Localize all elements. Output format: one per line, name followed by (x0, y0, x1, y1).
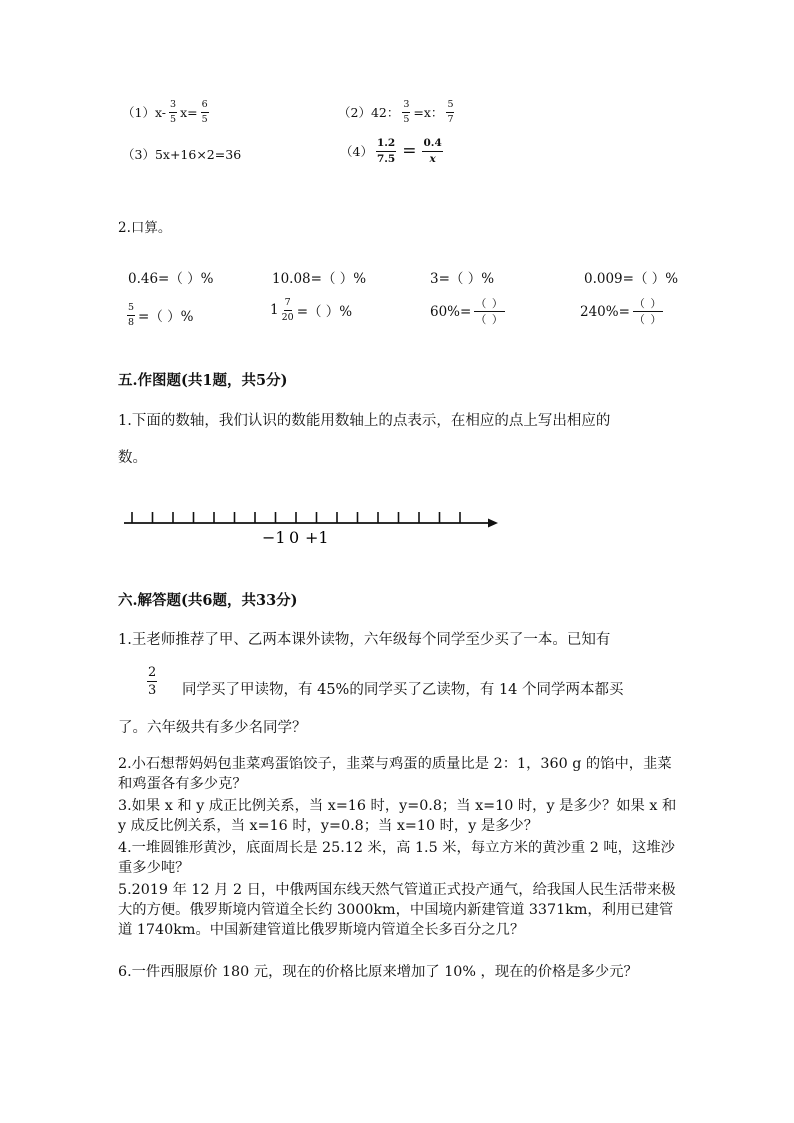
question-text: 同学买了甲读物，有 45%的同学买了乙读物，有 14 个同学两本都买 (182, 682, 624, 698)
number-line (118, 505, 518, 545)
fraction: $\frac{5}{8}$ (128, 302, 135, 328)
fraction: $\frac{( )}{( )}$ (475, 297, 504, 326)
question-text: 了。六年级共有多少名同学？ (118, 720, 307, 736)
equation-4: （4） $\frac{1.2}{7.5}$ = $\frac{0.4}{x}$ (340, 137, 442, 165)
question-3: 3.如果 x 和 y 成正比例关系，当 x=16 时，y=0.8；当 x=10 时，y 是多少？如果 x 和 y 成反比例关系，当 x=16 时，y=0.8；当 x=10 时，y 是多少？ (118, 798, 677, 834)
mental-math-item: 0.009=（ ）% (584, 271, 679, 287)
question-4: 4.一堆圆锥形黄沙，底面周长是 25.12 米，高 1.5 米，每立方米的黄沙重 2 吨，这堆沙重多少吨？ (118, 840, 675, 876)
mental-math-item: 10.08=（ ）% (272, 271, 367, 287)
fraction-two-thirds: $\frac{2}{3}$ (148, 665, 157, 698)
fraction: $\frac{3}{5}$ (170, 99, 177, 125)
fraction: $\frac{6}{5}$ (201, 99, 208, 125)
number-line-label: −1 (262, 528, 286, 545)
fraction: $\frac{0.4}{x}$ (423, 137, 442, 165)
number-line-label: 0 (289, 528, 300, 545)
question-text: 1.王老师推荐了甲、乙两本课外读物，六年级每个同学至少买了一本。已知有 (118, 632, 611, 648)
equation-3: （3）5x+16×2=36 (122, 147, 242, 162)
mental-math-item: 60%= $\frac{( )}{( )}$ (430, 297, 504, 326)
fraction: $\frac{3}{5}$ (403, 99, 410, 125)
question-6: 6.一件西服原价 180 元，现在的价格比原来增加了 10% ，现在的价格是多少元？ (118, 964, 638, 980)
arrow-head-icon (488, 519, 498, 528)
number-line-ticks (132, 512, 460, 523)
question-2: 2.小石想帮妈妈包韭菜鸡蛋馅饺子，韭菜与鸡蛋的质量比是 2：1，360 g 的馅中，韭菜和鸡蛋各有多少克？ (118, 756, 672, 792)
fraction: $\frac{1.2}{7.5}$ (376, 137, 396, 165)
fraction: $\frac{( )}{( )}$ (633, 297, 663, 326)
equation-2: （2） 42： $\frac{3}{5}$ =x： $\frac{5}{7}$ (338, 99, 454, 125)
mental-math-item: 0.46=（ ）% (128, 271, 214, 287)
number-line-label: +1 (305, 528, 329, 545)
section-heading: 六.解答题(共6题，共33分) (118, 592, 298, 609)
mental-math-item: 240%= $\frac{( )}{( )}$ (580, 297, 663, 326)
question-5: 5.2019 年 12 月 2 日，中俄两国东线天然气管道正式投产通气，给我国人民生活带来极大的方便。俄罗斯境内管道全长约 3000km，中国境内新建管道 3371km，利用已建管道 1740km。中国新建管道比俄罗斯境内管道全长多百分之几？ (118, 882, 676, 938)
mental-math-item: 1 $\frac{7}{20}$ =（ ）% (270, 297, 353, 323)
fraction: $\frac{5}{7}$ (447, 99, 454, 125)
mental-math-item: 3=（ ）% (430, 271, 495, 287)
fraction: $\frac{7}{20}$ (281, 297, 294, 323)
question-text: 1.下面的数轴，我们认识的数能用数轴上的点表示，在相应的点上写出相应的 (118, 413, 611, 429)
mental-math-title: 2.口算。 (118, 220, 172, 236)
section-heading: 五.作图题(共1题，共5分) (118, 372, 288, 389)
question-text: 数。 (118, 450, 147, 466)
mental-math-item: $\frac{5}{8}$ =（ ）% (128, 302, 194, 328)
equation-1: （1） x- $\frac{3}{5}$ x= $\frac{6}{5}$ (122, 99, 208, 125)
